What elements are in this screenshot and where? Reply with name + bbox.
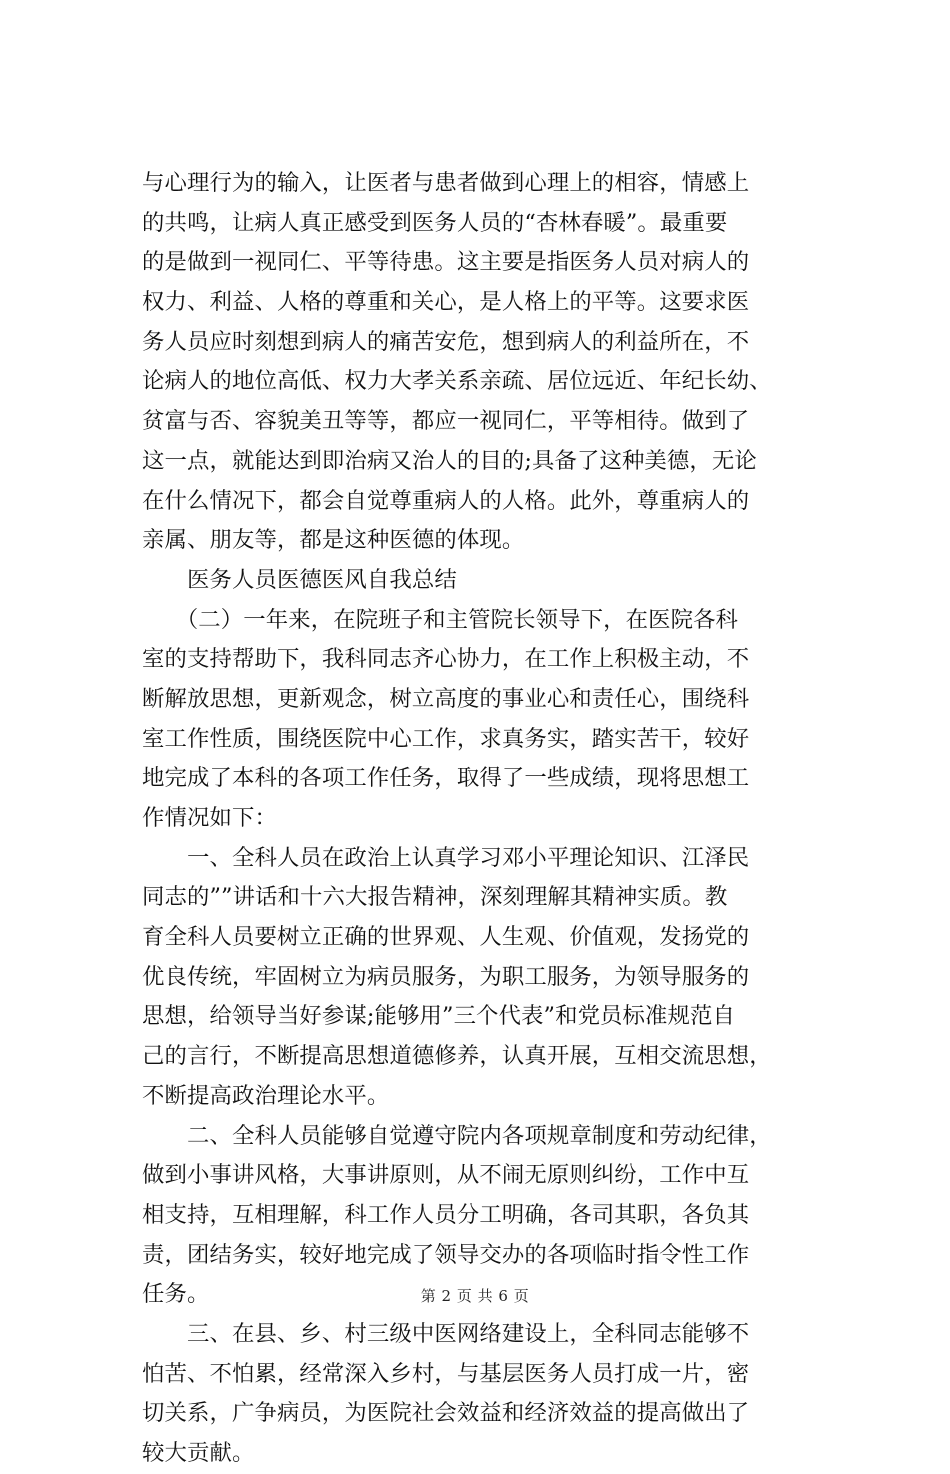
text-line: 优良传统，牢固树立为病员服务，为职工服务，为领导服务的 <box>142 963 750 990</box>
text-line: 己的言行，不断提高思想道德修养，认真开展，互相交流思想， <box>142 1043 772 1070</box>
text-line: 的共鸣，让病人真正感受到医务人员的“杏林春暖”。最重要 <box>142 209 728 236</box>
text-line: 怕苦、不怕累，经常深入乡村，与基层医务人员打成一片，密 <box>142 1360 750 1387</box>
text-line: 育全科人员要树立正确的世界观、人生观、价值观，发扬党的 <box>142 924 750 951</box>
text-line: 务人员应时刻想到病人的痛苦安危，想到病人的利益所在，不 <box>142 328 750 355</box>
text-line: 断解放思想，更新观念，树立高度的事业心和责任心，围绕科 <box>142 685 750 712</box>
page-number-footer: 第 2 页 共 6 页 <box>420 1287 530 1305</box>
text-line: 三、在县、乡、村三级中医网络建设上，全科同志能够不 <box>142 1320 750 1347</box>
text-line: 责，团结务实，较好地完成了领导交办的各项临时指令性工作 <box>142 1241 750 1268</box>
text-line: 亲属、朋友等，都是这种医德的体现。 <box>142 527 525 554</box>
text-line: 与心理行为的输入，让医者与患者做到心理上的相容，情感上 <box>142 170 750 196</box>
text-line: 作情况如下： <box>142 805 277 831</box>
body-text <box>142 164 832 1474</box>
text-line: 的是做到一视同仁、平等待患。这主要是指医务人员对病人的 <box>142 249 750 276</box>
text-line: 权力、利益、人格的尊重和关心，是人格上的平等。这要求医 <box>142 289 750 316</box>
text-line: 任务。 <box>142 1281 210 1308</box>
text-line: 相支持，互相理解，科工作人员分工明确，各司其职，各负其 <box>142 1201 750 1228</box>
text-line: 一、全科人员在政治上认真学习邓小平理论知识、江泽民 <box>142 844 750 871</box>
text-line: 论病人的地位高低、权力大孝关系亲疏、居位远近、年纪长幼、 <box>142 368 772 395</box>
text-line: 在什么情况下，都会自觉尊重病人的人格。此外，尊重病人的 <box>142 487 750 514</box>
text-line: 贫富与否、容貌美丑等等，都应一视同仁，平等相待。做到了 <box>142 408 750 435</box>
text-line: 同志的””讲话和十六大报告精神，深刻理解其精神实质。教 <box>142 884 728 911</box>
text-line: 思想，给领导当好参谋;能够用”三个代表”和党员标准规范自 <box>142 1003 736 1030</box>
text-line: （二）一年来，在院班子和主管院长领导下，在医院各科 <box>142 606 739 633</box>
text-line: 切关系，广争病员，为医院社会效益和经济效益的提高做出了 <box>142 1400 750 1427</box>
text-line: 这一点，就能达到即治病又治人的目的;具备了这种美德，无论 <box>142 447 757 474</box>
text-line: 室的支持帮助下，我科同志齐心协力，在工作上积极主动，不 <box>142 646 750 673</box>
text-line: 地完成了本科的各项工作任务，取得了一些成绩，现将思想工 <box>142 765 750 792</box>
text-line: 二、全科人员能够自觉遵守院内各项规章制度和劳动纪律， <box>142 1122 772 1149</box>
text-line: 不断提高政治理论水平。 <box>142 1082 390 1109</box>
section-heading: 医务人员医德医风自我总结 <box>142 566 457 593</box>
text-line: 做到小事讲风格，大事讲原则，从不闹无原则纠纷，工作中互 <box>142 1162 750 1189</box>
text-line: 室工作性质，围绕医院中心工作，求真务实，踏实苦干，较好 <box>142 725 750 752</box>
text-line: 较大贡献。 <box>142 1440 255 1466</box>
